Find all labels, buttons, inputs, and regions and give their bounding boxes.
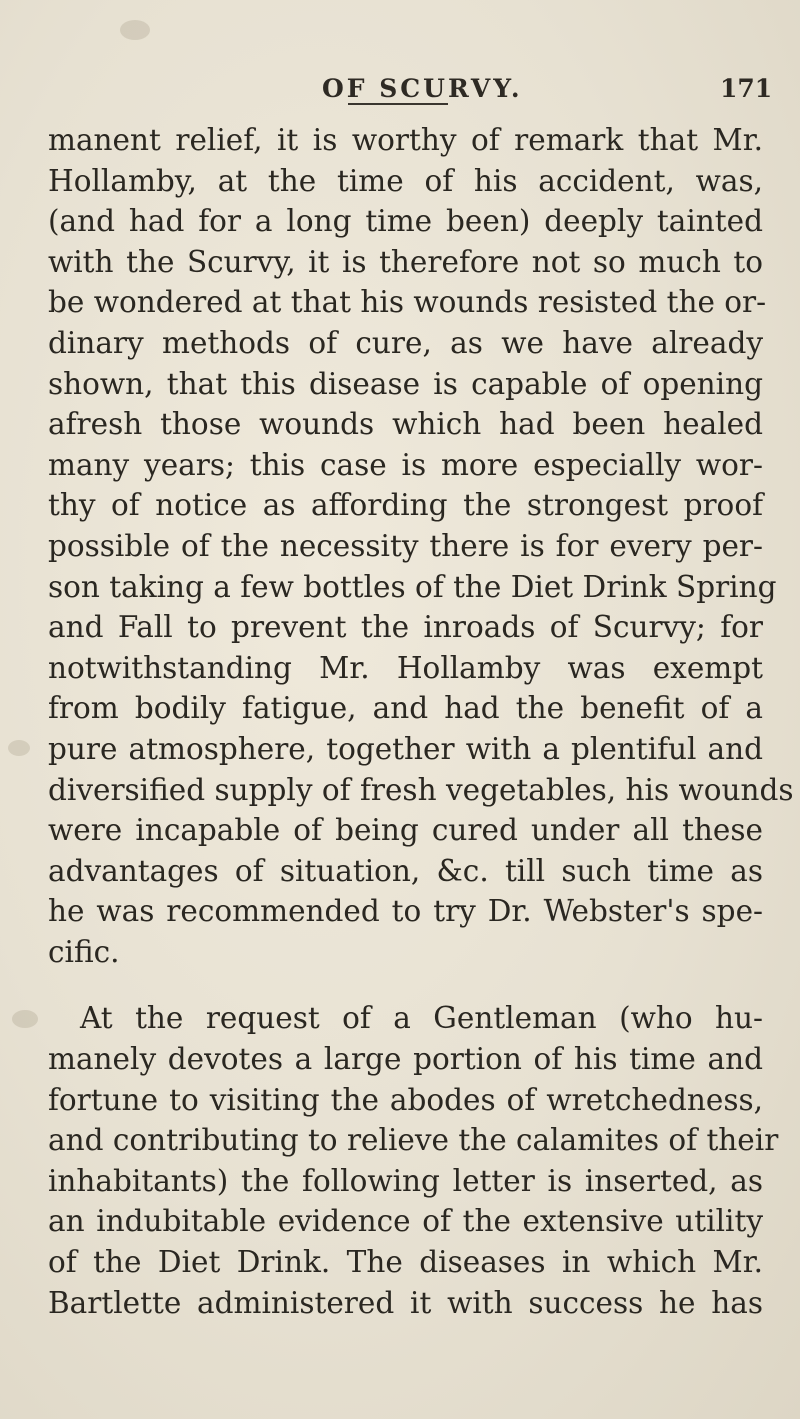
- text-line: pure atmosphere, together with a plentiful and: [48, 731, 763, 766]
- text-line: thy of notice as affording the strongest proof: [48, 488, 763, 523]
- text-line: Hollamby, at the time of his accident, was,: [48, 163, 763, 198]
- text-line: many years; this case is more especially wor-: [48, 447, 763, 482]
- text-line: manent relief, it is worthy of remark that Mr.: [48, 123, 763, 157]
- text-line: inhabitants) the following letter is inserted, as: [48, 1163, 763, 1198]
- text-line: and contributing to relieve the calamites of their: [48, 1123, 779, 1158]
- text-line: be wondered at that his wounds resisted the or-: [48, 285, 767, 320]
- header-rule: [348, 103, 448, 105]
- text-line: from bodily fatigue, and had the benefit of a: [48, 691, 763, 726]
- paragraph-2: [48, 998, 779, 1323]
- text-line: cific.: [48, 934, 120, 969]
- text-line: possible of the necessity there is for every per-: [48, 528, 763, 563]
- text-line: were incapable of being cured under all these: [48, 813, 763, 848]
- text-line: an indubitable evidence of the extensive utility: [48, 1204, 763, 1239]
- text-line: manely devotes a large portion of his time and: [48, 1042, 763, 1077]
- text-line: advantages of situation, &c. till such time as: [48, 853, 763, 888]
- text-line: notwithstanding Mr. Hollamby was exempt: [48, 650, 763, 685]
- paragraph-gap: [48, 972, 763, 998]
- text-line: son taking a few bottles of the Diet Drink Spring: [48, 569, 777, 604]
- text-line: afresh those wounds which had been healed: [48, 407, 763, 442]
- text-line: of the Diet Drink. The diseases in which Mr.: [48, 1245, 763, 1280]
- paper-stain: [120, 20, 150, 40]
- paper-stain: [12, 1010, 38, 1028]
- body-text: [48, 120, 794, 1323]
- text-line: (and had for a long time been) deeply tainted: [48, 204, 763, 239]
- text-line: shown, that this disease is capable of opening: [48, 366, 763, 401]
- text-line: diversified supply of fresh vegetables, his wounds: [48, 772, 794, 807]
- page-number: 171: [720, 74, 773, 103]
- text-line: At the request of a Gentleman (who hu-: [80, 1001, 763, 1036]
- text-line: and Fall to prevent the inroads of Scurvy; for: [48, 610, 763, 645]
- running-head-title: OF SCURVY.: [322, 74, 523, 103]
- text-line: dinary methods of cure, as we have already: [48, 325, 763, 360]
- text-line: fortune to visiting the abodes of wretchedness,: [48, 1082, 763, 1117]
- paper-stain: [8, 740, 30, 756]
- text-line: he was recommended to try Dr. Webster's spe-: [48, 894, 763, 929]
- text-line: with the Scurvy, it is therefore not so much to: [48, 244, 763, 279]
- running-head: [0, 74, 800, 114]
- paragraph-1: [48, 120, 794, 972]
- text-line: Bartlette administered it with success he has: [48, 1285, 763, 1320]
